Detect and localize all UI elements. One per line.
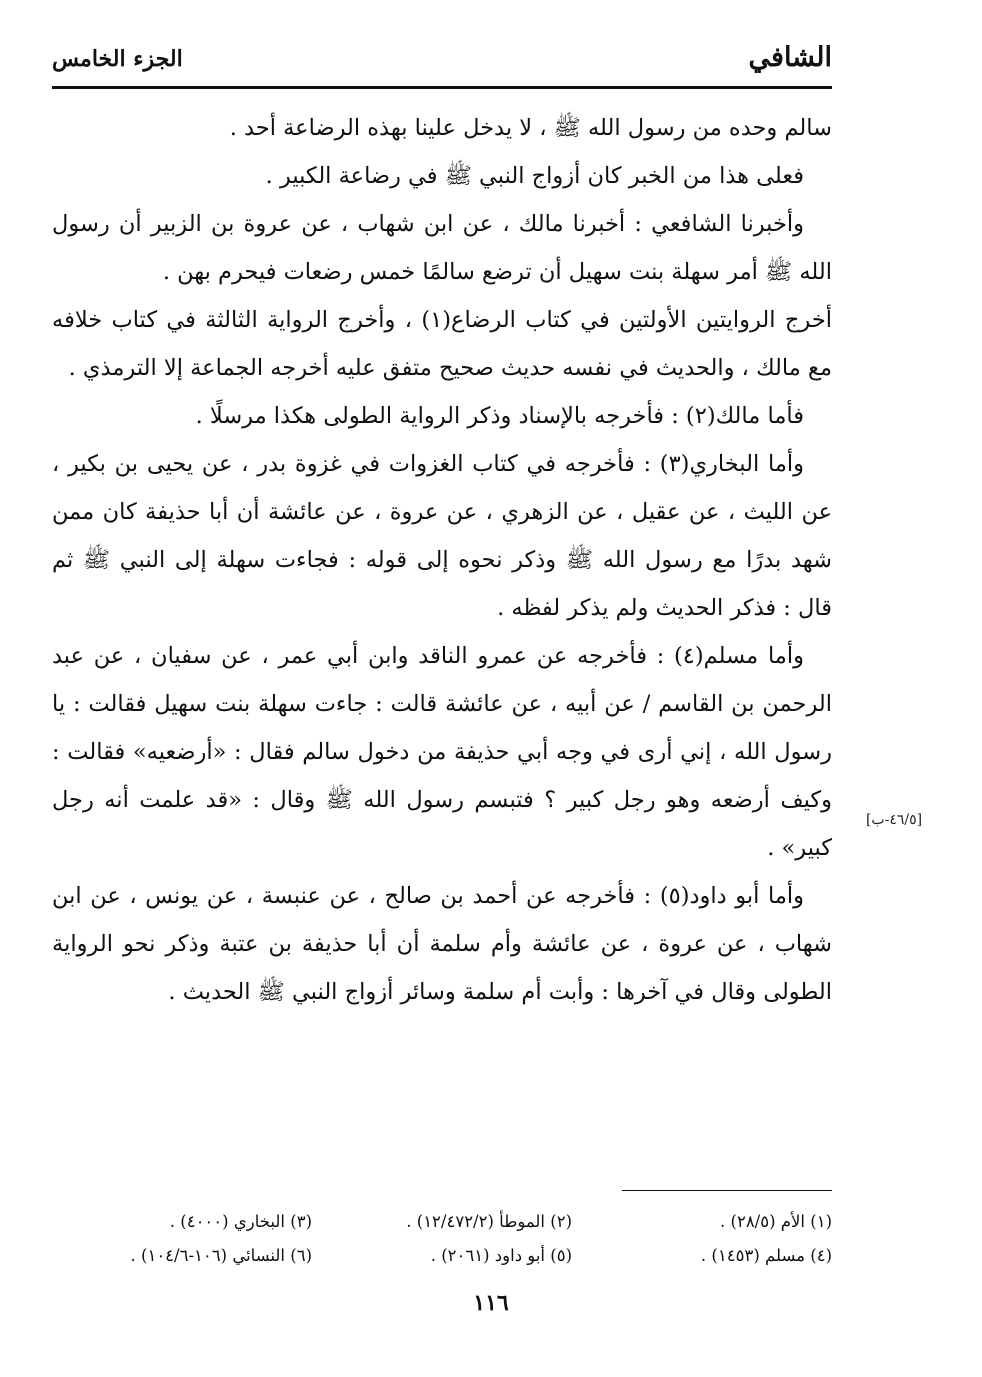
manuscript-folio-note: [٤٦/٥-ب] <box>865 812 923 828</box>
footnote: (٥) أبو داود (٢٠٦١) . <box>430 1245 572 1265</box>
page-number: ١١٦ <box>473 1290 509 1316</box>
footnote-row <box>52 1238 832 1272</box>
paragraph: أخرج الروايتين الأولتين في كتاب الرضاع(١) ، وأخرج الرواية الثالثة في كتاب خلافه مع مالك ، والحديث في نفسه حديث صحيح متفق عليه أخرجه الجماعة إلا الترمذي . <box>52 307 832 381</box>
paragraph: وأما مسلم(٤) : فأخرجه عن عمرو الناقد وابن أبي عمر ، عن سفيان ، عن عبد الرحمن بن القاسم / عن أبيه ، عن عائشة قالت : جاءت سهلة بنت سهيل فقالت : يا رسول الله ، إني أرى في وجه أبي حذيفة من دخول سالم فقال : «أرضعيه» فقالت : وكيف أرضعه وهو رجل كبير ؟ فتبسم رسول الله ﷺ وقال : «قد علمت أنه رجل كبير» . <box>52 643 832 861</box>
footnote: (٢) الموطأ (١٢/٤٧٢/٢) . <box>406 1211 572 1231</box>
main-text <box>52 104 832 1016</box>
header-divider <box>52 86 832 89</box>
footnote: (١) الأم (٢٨/٥) . <box>720 1211 832 1231</box>
paragraph: وأما البخاري(٣) : فأخرجه في كتاب الغزوات في غزوة بدر ، عن يحيى بن بكير ، عن الليث ، عن عقيل ، عن الزهري ، عن عروة ، عن عائشة أن أبا حذيفة كان ممن شهد بدرًا مع رسول الله ﷺ وذكر نحوه إلى قوله : فجاءت سهلة إلى النبي ﷺ ثم قال : فذكر الحديث ولم يذكر لفظه . <box>52 451 832 621</box>
footnote: (٦) النسائي (١٠٦-١٠٤/٦) . <box>130 1245 312 1265</box>
footnotes <box>52 1204 832 1272</box>
paragraph: فأما مالك(٢) : فأخرجه بالإسناد وذكر الرواية الطولى هكذا مرسلًا . <box>195 403 804 429</box>
paragraph: وأخبرنا الشافعي : أخبرنا مالك ، عن ابن شهاب ، عن عروة بن الزبير أن رسول الله ﷺ أمر سهلة بنت سهيل أن ترضع سالمًا خمس رضعات فيحرم بهن . <box>52 211 832 285</box>
volume-label: الجزء الخامس <box>52 46 183 72</box>
running-header <box>52 38 832 86</box>
book-title: الشافي <box>748 42 832 73</box>
paragraph: وأما أبو داود(٥) : فأخرجه عن أحمد بن صالح ، عن عنبسة ، عن يونس ، عن ابن شهاب ، عن عروة ، عن عائشة وأم سلمة أن أبا حذيفة بن عتبة وذكر نحو الرواية الطولى وقال في آخرها : وأبت أم سلمة وسائر أزواج النبي ﷺ الحديث . <box>52 883 832 1005</box>
paragraph: فعلى هذا من الخبر كان أزواج النبي ﷺ في رضاعة الكبير . <box>265 163 804 189</box>
footnote-divider <box>622 1190 832 1191</box>
footnote-row <box>52 1204 832 1238</box>
paragraph: سالم وحده من رسول الله ﷺ ، لا يدخل علينا بهذه الرضاعة أحد . <box>229 115 832 141</box>
footnote: (٣) البخاري (٤٠٠٠) . <box>169 1211 312 1231</box>
footnote: (٤) مسلم (١٤٥٣) . <box>700 1245 832 1265</box>
